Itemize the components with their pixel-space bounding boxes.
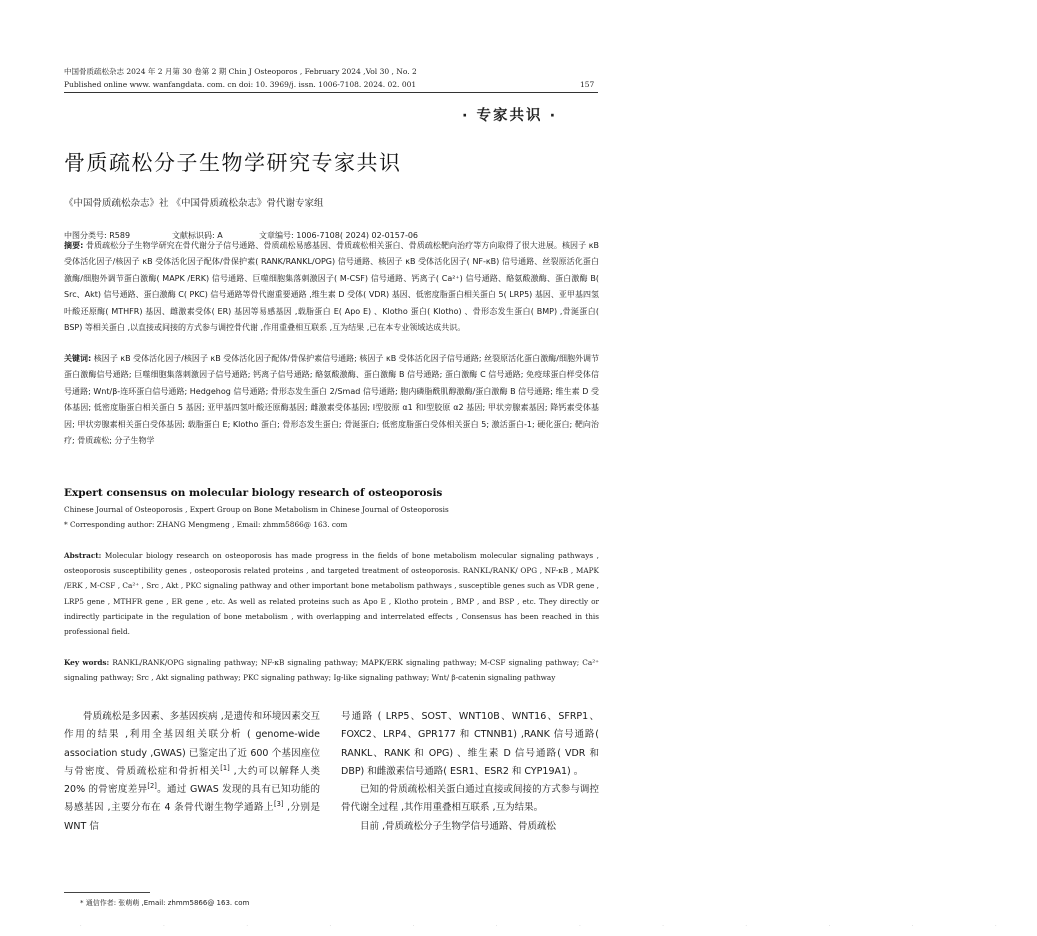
english-keywords-text: RANKL/RANK/OPG signaling pathway; NF-κB signaling pathway; MAPK/ERK signaling pathway; M-CSF signaling pathway; Ca²⁺ signaling pathway; Src , Akt signaling pathway; PKC signaling pathway; Ig-like signaling pathway; Wnt/ β-catenin signaling pathway (64, 658, 599, 683)
classification-number: 中图分类号: R589 (64, 231, 131, 240)
keywords-text: 核因子 κB 受体活化因子/核因子 κB 受体活化因子配体/骨保护素信号通路; 核因子 κB 受体活化因子信号通路; 丝裂原活化蛋白激酶/细胞外调节蛋白激酶信号通路; 巨噬细胞集落刺激因子信号通路; 钙离子信号通路; 酪氨酸激酶、蛋白激酶 B 信号通路; 蛋白激酶 C 信号通路; 免疫球蛋白样受体信号通路; Wnt/β-连环蛋白信号通路; Hedgehog 信号通路; 骨形态发生蛋白 2/Smad 信号通路; 胞内磷脂酰肌醇激酶/蛋白激酶 B 信号通路; 维生素 D 受体基因; 低密度脂蛋白相关蛋白 5 基因; 亚甲基四氢叶酸还原酶基因; 雌激素受体基因; Ⅰ型胶原 α1 和Ⅰ型胶原 α2 基因; 甲状旁腺素基因; 降钙素受体基因; 甲状旁腺素相关蛋白受体基因; 载脂蛋白 E; Klotho 蛋白; 骨形态发生蛋白; 骨涎蛋白; 低密度脂蛋白受体相关蛋白 5; 激活蛋白-1; 硬化蛋白; 靶向治疗; 骨质疏松; 分子生物学 (64, 354, 599, 446)
chinese-keywords (64, 351, 599, 449)
body-right-paragraph: 已知的骨质疏松相关蛋白通过直接或间接的方式参与调控骨代谢全过程 ,其作用重叠相互联系 ,互为结果。 (341, 784, 599, 814)
keywords-label: 关键词: (64, 354, 92, 363)
body-right-paragraph: 号通路 ( LRP5、SOST、WNT10B、WNT16、SFRP1、FOXC2、LRP4、GPR177 和 CTNNB1) ,RANK 信号通路( RANKL、RANK 和 OPG) 、维生素 D 信号通路( VDR 和 DBP) 和雌激素信号通路( ESR1、ESR2 和 CYP19A1) 。 (341, 711, 599, 777)
abstract-label: 摘要: (64, 241, 84, 250)
citation-ref: [2] (147, 782, 157, 791)
body-right-column (341, 708, 599, 836)
body-right-paragraph: 目前 ,骨质疏松分子生物学信号通路、骨质疏松 (360, 820, 557, 832)
journal-header-line: 中国骨质疏松杂志 2024 年 2 月第 30 卷第 2 期 Chin J Osteoporos , February 2024 ,Vol 30 , No. 2 (64, 67, 417, 76)
english-title: Expert consensus on molecular biology research of osteoporosis (64, 487, 443, 499)
corresponding-author-english: * Corresponding author: ZHANG Mengmeng , Email: zhmm5866@ 163. com (64, 520, 348, 529)
citation-ref: [3] (274, 800, 284, 809)
english-abstract-label: Abstract: (64, 551, 102, 560)
page-number: 157 (580, 80, 595, 89)
article-title: 骨质疏松分子生物学研究专家共识 (64, 151, 402, 175)
header-rule (64, 92, 598, 93)
online-doi-line: Published online www. wanfangdata. com. cn doi: 10. 3969/j. issn. 1006-7108. 2024. 02. 001 (64, 80, 417, 89)
abstract-text: 骨质疏松分子生物学研究在骨代谢分子信号通路、骨质疏松易感基因、骨质疏松相关蛋白、骨质疏松靶向治疗等方向取得了很大进展。核因子 κB 受体活化因子/核因子 κB 受体活化因子配体/骨保护素( RANK/RANKL/OPG) 信号通路、核因子 κB 受体活化因子( NF-κB) 信号通路、丝裂原活化蛋白激酶/细胞外调节蛋白激酶( MAPK /ERK) 信号通路、巨噬细胞集落刺激因子( M-CSF) 信号通路、钙离子( Ca²⁺) 信号通路、酪氨酸激酶、蛋白激酶 B( Src、Akt) 信号通路、蛋白激酶 C( PKC) 信号通路等骨代谢重要通路 ,维生素 D 受体( VDR) 基因、低密度脂蛋白相关蛋白 5( LRP5) 基因、亚甲基四氢叶酸还原酶( MTHFR) 基因、雌激素受体( ER) 基因等易感基因 ,载脂蛋白 E( Apo E) 、Klotho 蛋白( Klotho) 、骨形态发生蛋白( BMP) ,骨涎蛋白( BSP) 等相关蛋白 ,以直接或间接的方式参与调控骨代谢 ,作用重叠相互联系 ,互为结果 ,已在本专业领域达成共识。 (64, 241, 600, 333)
chinese-abstract (64, 238, 599, 336)
footnote-corresponding: * 通信作者: 张萌萌 ,Email: zhmm5866@ 163. com (80, 899, 250, 907)
body-text-part: 。通过 GWAS 发现的具有已知功能的易感基因 ,主要分布在 4 条骨代谢生物学通路上 (64, 784, 320, 814)
column-label: · 专家共识 · (462, 108, 558, 124)
document-code: 文献标识码: A (172, 231, 223, 240)
citation-ref: [1] (220, 763, 230, 772)
body-text-part: ,大约可以解释人类 20% 的骨密度差异 (64, 765, 320, 796)
english-keywords (64, 655, 599, 685)
scan-artifact: . . . . . . . . . . . . (80, 922, 1037, 928)
body-text-part: ,分别是 WNT 信 (64, 802, 320, 832)
article-id: 文章编号: 1006-7108( 2024) 02-0157-06 (259, 231, 419, 240)
english-abstract-text: Molecular biology research on osteoporosis has made progress in the fields of bone metabolism molecular signaling pathways , osteoporosis susceptibility genes , osteoporosis related proteins , and targeted treatment of osteoporosis. RANKL/RANK/ OPG , NF-κB , MAPK /ERK , M-CSF , Ca²⁺ , Src , Akt , PKC signaling pathway and other important bone metabolism pathways , susceptible genes such as VDR gene , LRP5 gene , MTHFR gene , ER gene , etc. As well as related proteins such as Apo E , Klotho protein , BMP , and BSP , etc. They directly or indirectly participate in the regulation of bone metabolism , with overlapping and interrelated effects , Consensus has been reached in this professional field. (64, 551, 599, 637)
english-keywords-label: Key words: (64, 658, 110, 667)
footnote-rule (64, 892, 150, 893)
article-authors: 《中国骨质疏松杂志》社 《中国骨质疏松杂志》骨代谢专家组 (64, 198, 324, 209)
english-affiliation: Chinese Journal of Osteoporosis , Expert Group on Bone Metabolism in Chinese Journal of Osteoporosis (64, 505, 449, 514)
english-abstract (64, 548, 599, 639)
body-left-paragraph (64, 708, 320, 836)
body-text-part: 骨质疏松是多因素、多基因疾病 ,是遗传和环境因素交互作用的结果 ,利用全基因组关联分析 ( genome-wide association study ,GWAS) 已鉴定出了近 600 个基因座位与骨密度、骨质疏松症和骨折相关 (64, 711, 320, 777)
